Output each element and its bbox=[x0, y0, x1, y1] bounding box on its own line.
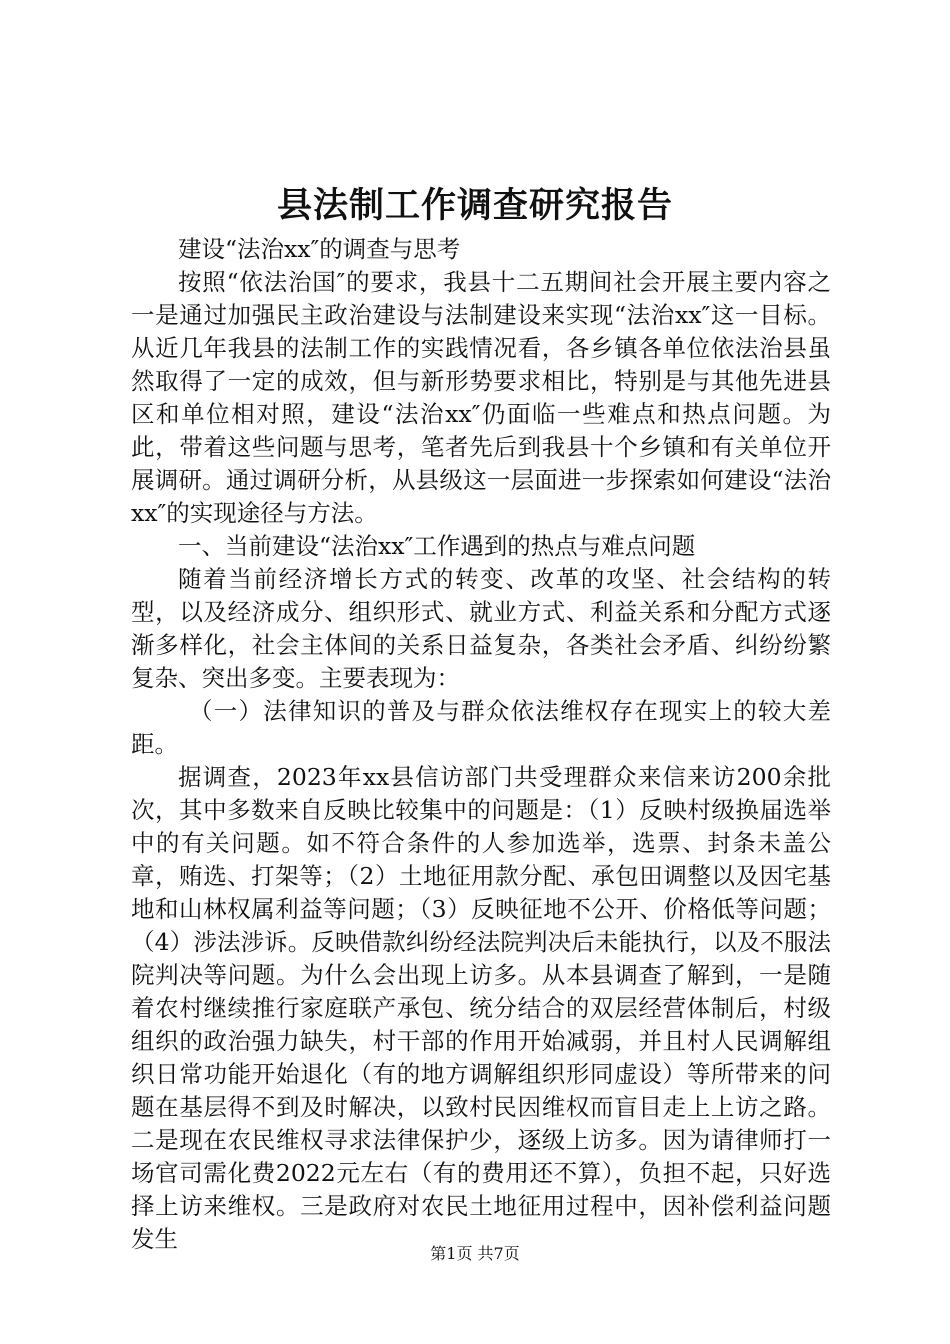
paragraph-intro: 按照“依法治国″的要求，我县十二五期间社会开展主要内容之一是通过加强民主政治建设与法制建设来实现“法治xx″这一目标。从近几年我县的法制工作的实践情况看，各乡镇各单位依法治县虽然取得了一定的成效，但与新形势要求相比，特别是与其他先进县区和单位相对照，建设“法治xx″仍面临一些难点和热点问题。为此，带着这些问题与思考，笔者先后到我县十个乡镇和有关单位开展调研。通过调研分析，从县级这一层面进一步探索如何建设“法治xx″的实现途径与方法。 bbox=[131, 268, 831, 527]
subsection-heading-1: （一）法律知识的普及与群众依法维权存在现实上的较大差距。 bbox=[131, 697, 831, 758]
section-heading-1: 一、当前建设“法治xx″工作遇到的热点与难点问题 bbox=[178, 532, 696, 560]
paragraph-background: 随着当前经济增长方式的转变、改革的攻坚、社会结构的转型，以及经济成分、组织形式、就业方式、利益关系和分配方式逐渐多样化，社会主体间的关系日益复杂，各类社会矛盾、纠纷纷繁复杂、突出多变。主要表现为： bbox=[131, 565, 831, 692]
subtitle: 建设“法治xx″的调查与思考 bbox=[178, 235, 461, 263]
paragraph-survey: 据调查，2023年xx县信访部门共受理群众来信来访200余批次，其中多数来自反映比较集中的问题是：（1）反映村级换届选举中的有关问题。如不符合条件的人参加选举，选票、封条未盖公章，贿选、打架等；（2）土地征用款分配、承包田调整以及因宅基地和山林权属利益等问题；（3）反映征地不公开、价格低等问题；（4）涉法涉诉。反映借款纠纷经法院判决后未能执行，以及不服法院判决等问题。为什么会出现上访多。从本县调查了解到，一是随着农村继续推行家庭联产承包、统分结合的双层经营体制后，村级组织的政治强力缺失，村干部的作用开始减弱，并且村人民调解组织日常功能开始退化（有的地方调解组织形同虚设）等所带来的问题在基层得不到及时解决，以致村民因维权而盲目走上上访之路。二是现在农民维权寻求法律保护少，逐级上访多。因为请律师打一场官司需化费2022元左右（有的费用还不算），负担不起，只好选择上访来维权。三是政府对农民土地征用过程中，因补偿利益问题发生 bbox=[131, 763, 831, 1253]
page-title: 县法制工作调查研究报告 bbox=[276, 185, 673, 226]
document-body bbox=[131, 233, 831, 1256]
page-footer: 第1页 共7页 bbox=[430, 1244, 520, 1263]
